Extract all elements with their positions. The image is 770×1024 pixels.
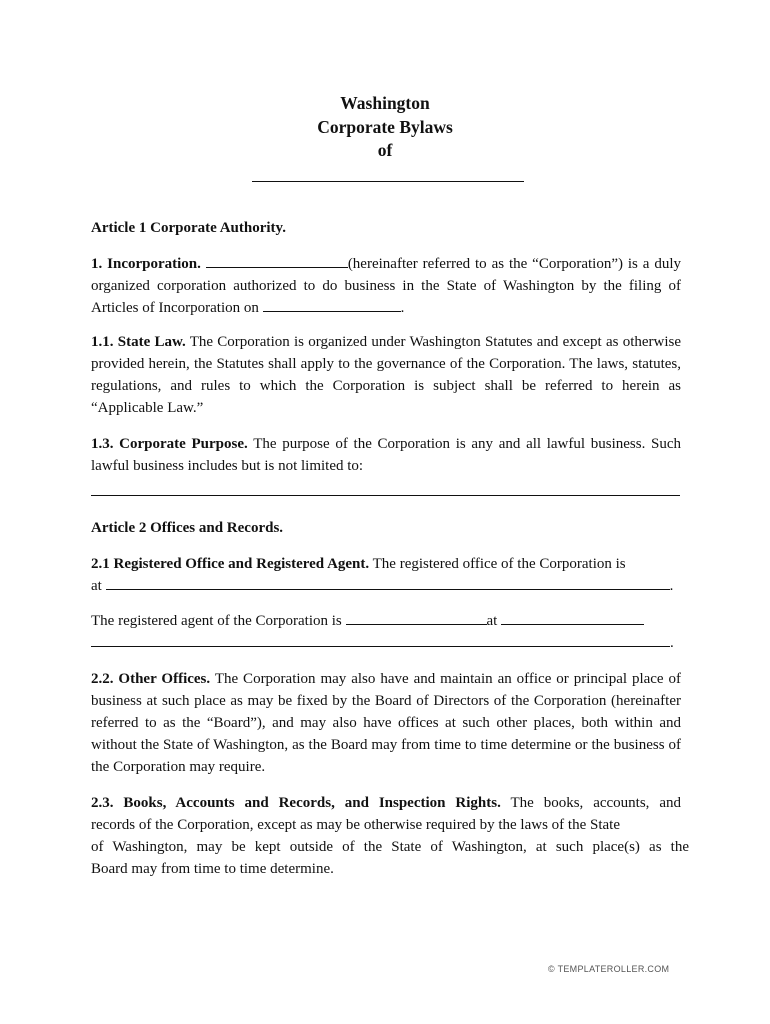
registered-office-address-field[interactable]: [106, 575, 670, 590]
section-label: 1.3. Corporate Purpose.: [91, 436, 248, 452]
registered-agent-line: The registered agent of the Corporation is at: [91, 610, 681, 632]
registered-agent-address-field-2[interactable]: [91, 632, 670, 647]
registered-agent-address-field[interactable]: [501, 610, 644, 625]
section-text-line: records of the Corporation, except as may be otherwise required by the laws of the State: [91, 817, 620, 833]
section-text: (hereinafter referred to as the “Corporation”) is a duly organized corporation authorized to do business in the State of Washington by the filing of Articles of Incorporation on: [91, 256, 682, 316]
incorporation-date-field[interactable]: [263, 297, 401, 312]
article-1-heading: Article 1 Corporate Authority.: [91, 220, 286, 236]
title-of: of: [377, 140, 393, 160]
corporation-name-blank[interactable]: [252, 181, 524, 182]
section-other-offices: [91, 668, 681, 778]
registered-agent-name-field[interactable]: [346, 610, 487, 625]
section-text-line: of Washington, may be kept outside of the State of Washington, at such place(s) as the: [91, 839, 689, 855]
registered-agent-address-line: .: [91, 632, 681, 654]
section-corporate-purpose: [91, 433, 681, 477]
article-2-heading: Article 2 Offices and Records.: [91, 520, 284, 536]
title-doc-type: Corporate Bylaws: [317, 116, 453, 137]
section-text: The Corporation is organized under Washington Statutes and except as otherwise provided herein, the Statutes shall apply to the governance of the Corporation. The laws, statutes, regulations, and rules to which the Corporation is subject shall be referred to herein as “Applicable Law.”: [91, 334, 682, 416]
section-label: 2.2. Other Offices.: [91, 671, 211, 687]
section-text: The purpose of the Corporation is any and all lawful business. Such lawful business includes but is not limited to:: [91, 436, 682, 474]
section-label: 2.3. Books, Accounts and Records, and Inspection Rights.: [91, 795, 501, 811]
section-label: 1. Incorporation.: [91, 256, 201, 272]
title-state: Washington: [340, 93, 430, 113]
section-books-records: [91, 792, 689, 880]
section-label: 2.1 Registered Office and Registered Agent.: [91, 556, 370, 572]
section-label: 1.1. State Law.: [91, 334, 186, 350]
section-state-law: [91, 331, 681, 419]
section-text: The registered office of the Corporation is: [372, 556, 626, 572]
document-title: [0, 92, 770, 163]
purpose-blank-line[interactable]: [91, 495, 680, 496]
copyright-footer: © TEMPLATEROLLER.COM: [548, 964, 670, 974]
section-text-line: Board may from time to time determine.: [91, 861, 334, 877]
corporation-name-field[interactable]: [206, 253, 348, 268]
section-registered-office: [91, 553, 681, 575]
section-incorporation: 1. Incorporation. (hereinafter referred to as the “Corporation”) is a duly organized corporation authorized to do business in the State of Washington by the filing of Articles of Incorporation on .: [91, 253, 681, 319]
section-text: The books, accounts, and: [510, 795, 682, 811]
section-text: The Corporation may also have and maintain an office or principal place of business at such place as may be fixed by the Board of Directors of the Corporation (hereinafter referred to as the “Board”), and may also have offices at such other places, both within and without the State of Washington, as the Board may from time to time determine or the business of the Corporation may require.: [91, 671, 682, 775]
registered-office-line: at .: [91, 575, 681, 597]
